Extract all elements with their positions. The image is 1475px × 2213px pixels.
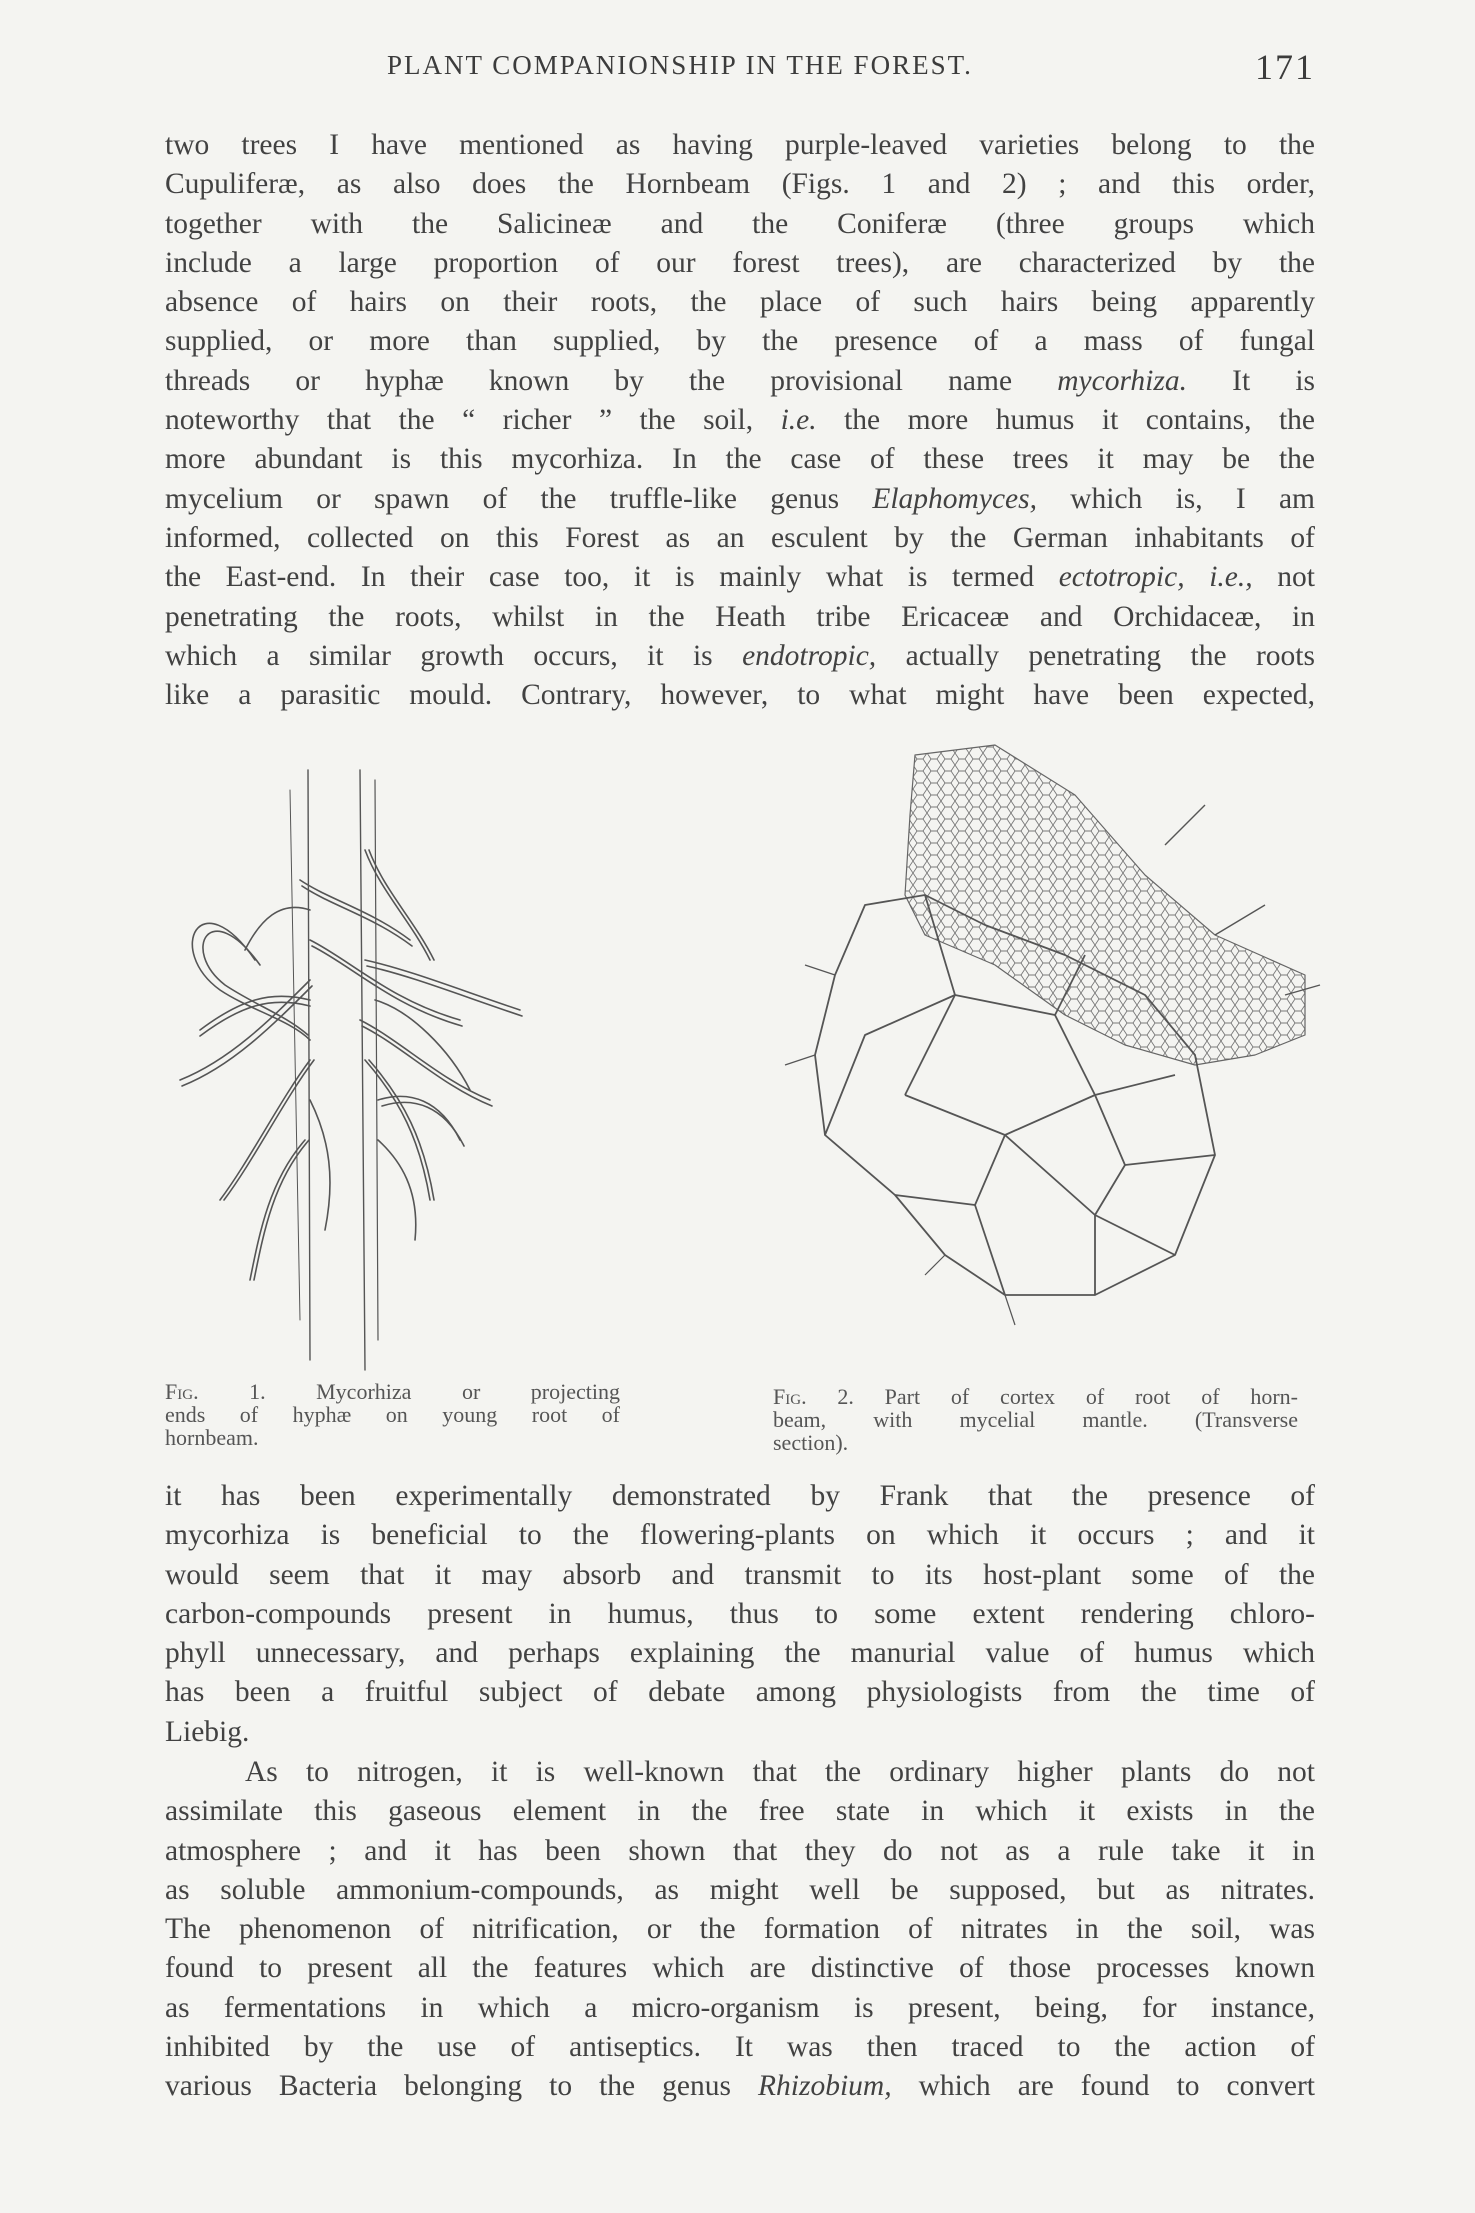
text-line: informed, collected on this Forest as an esculent by the German inhabitants of xyxy=(165,521,1315,554)
text-line: more abundant is this mycorhiza. In the case of these trees it may be the xyxy=(165,443,1315,476)
text-line: phyll unnecessary, and perhaps explaining the manurial value of humus which xyxy=(165,1637,1315,1670)
text-line: supplied, or more than supplied, by the presence of a mass of fungal xyxy=(165,325,1315,358)
figure-1-mycorhiza-illustration xyxy=(160,760,630,1380)
text-line: two trees I have mentioned as having purple-leaved varieties belong to the xyxy=(165,129,1315,161)
text-line: which a similar growth occurs, it is endotropic, actually penetrating the roots xyxy=(165,639,1315,672)
figure-1-caption: Fig. 1. Mycorhiza or projecting ends of hyphæ on young root of hornbeam. xyxy=(165,1379,620,1450)
text-line: atmosphere ; and it has been shown that they do not as a rule take it in xyxy=(165,1834,1315,1867)
figure-2-cortex-illustration xyxy=(745,735,1325,1375)
paragraph-3 xyxy=(165,1753,1315,2107)
text-line: inhibited by the use of antiseptics. It was then traced to the action of xyxy=(165,2031,1315,2064)
running-head xyxy=(165,47,1315,90)
text-line: found to present all the features which are distinctive of those processes known xyxy=(165,1952,1315,1985)
italic-term: i.e. xyxy=(780,404,817,437)
text-line: various Bacteria belonging to the genus Rhizobium, which are found to convert xyxy=(165,2070,1315,2103)
text-line: threads or hyphæ known by the provisional name mycorhiza. It is xyxy=(165,364,1315,397)
text-line: the East-end. In their case too, it is mainly what is termed ectotropic, i.e., not xyxy=(165,561,1315,594)
text-line: absence of hairs on their roots, the place of such hairs being apparently xyxy=(165,286,1315,319)
text-line: like a parasitic mould. Contrary, however, to what might have been expected, xyxy=(165,679,1315,712)
page-number: 171 xyxy=(1255,47,1315,87)
text-line: together with the Salicineæ and the Coniferæ (three groups which xyxy=(165,207,1315,240)
figure-2-caption: Fig. 2. Part of cortex of root of horn- beam, with mycelial mantle. (Transverse section). xyxy=(773,1384,1298,1455)
text-line: as fermentations in which a micro-organism is present, being, for instance, xyxy=(165,1991,1315,2024)
text-line: As to nitrogen, it is well-known that the ordinary higher plants do not xyxy=(245,1756,1315,1788)
text-line: assimilate this gaseous element in the free state in which it exists in the xyxy=(165,1795,1315,1828)
text-line: it has been experimentally demonstrated by Frank that the presence of xyxy=(165,1480,1315,1512)
text-line: mycorhiza is beneficial to the flowering-plants on which it occurs ; and it xyxy=(165,1519,1315,1552)
text-line: mycelium or spawn of the truffle-like genus Elaphomyces, which is, I am xyxy=(165,482,1316,515)
text-line: has been a fruitful subject of debate among physiologists from the time of xyxy=(165,1676,1315,1709)
text-line: noteworthy that the “ richer ” the soil, i.e. the more humus it contains, the xyxy=(165,404,1315,437)
italic-term: Rhizobium, xyxy=(758,2070,892,2103)
running-title: PLANT COMPANIONSHIP IN THE FOREST. xyxy=(387,50,973,80)
text-line: penetrating the roots, whilst in the Heath tribe Ericaceæ and Orchidaceæ, in xyxy=(165,600,1315,633)
text-line: Liebig. xyxy=(165,1715,250,1748)
figure-1-label: Fig. 1. xyxy=(165,1379,266,1404)
italic-term: Elaphomyces, xyxy=(872,482,1037,515)
text-line: carbon-compounds present in humus, thus to some extent rendering chloro- xyxy=(165,1597,1315,1630)
text-line: include a large proportion of our forest trees), are characterized by the xyxy=(165,246,1315,279)
text-line: The phenomenon of nitrification, or the formation of nitrates in the soil, was xyxy=(165,1913,1315,1946)
figure-2-label: Fig. 2. xyxy=(773,1384,854,1409)
text-line: would seem that it may absorb and transmit to its host-plant some of the xyxy=(165,1558,1315,1591)
text-line: as soluble ammonium-compounds, as might well be supposed, but as nitrates. xyxy=(165,1873,1315,1906)
paragraph-2 xyxy=(165,1477,1315,1752)
italic-term: mycorhiza. xyxy=(1057,364,1187,397)
italic-term: endotropic, xyxy=(742,639,877,672)
paragraph-1 xyxy=(165,126,1315,715)
italic-term: ectotropic, i.e., xyxy=(1058,561,1253,594)
text-line: Cupuliferæ, as also does the Hornbeam (Figs. 1 and 2) ; and this order, xyxy=(165,168,1315,201)
